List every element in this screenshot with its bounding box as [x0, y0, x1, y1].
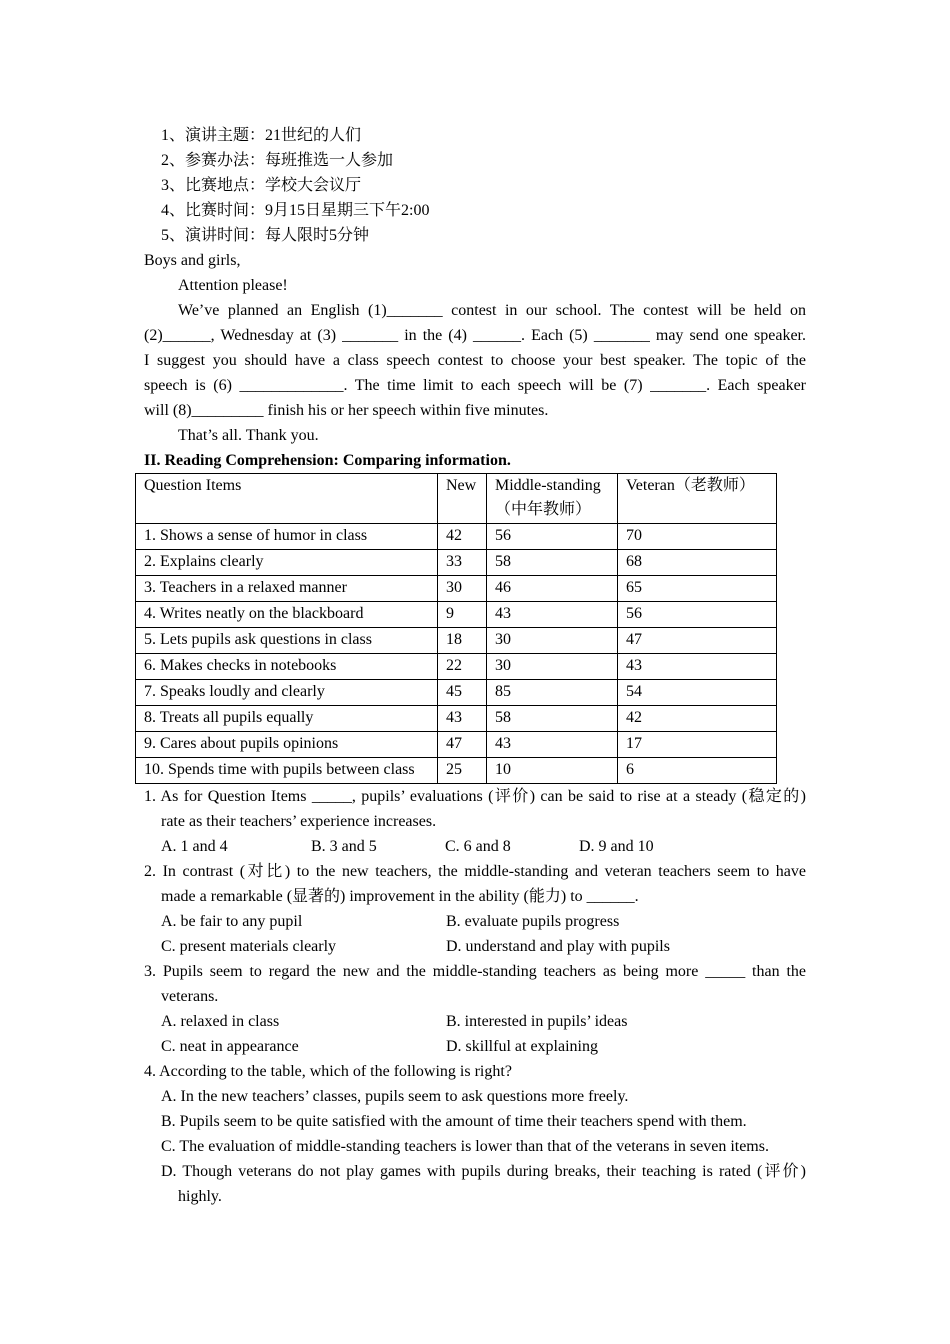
cell-item: 4. Writes neatly on the blackboard — [136, 602, 438, 628]
letter-body-line: speech is (6) _____________. The time limit to each speech will be (7) _______. Each speaker — [144, 377, 806, 394]
cell-veteran: 65 — [618, 576, 777, 602]
announcement-letter — [144, 248, 806, 448]
cell-middle: 46 — [487, 576, 618, 602]
header-question-items: Question Items — [136, 474, 438, 524]
cell-middle: 85 — [487, 680, 618, 706]
option-c: C. present materials clearly — [161, 938, 337, 955]
table-row — [136, 758, 777, 784]
question-4 — [144, 1059, 806, 1209]
table-row — [136, 524, 777, 550]
question-stem: 4. According to the table, which of the following is right? — [144, 1063, 512, 1080]
option-b: B. evaluate pupils progress — [446, 913, 620, 930]
header-veteran: Veteran（老教师） — [618, 474, 777, 524]
answer-options — [144, 934, 806, 959]
cell-veteran: 68 — [618, 550, 777, 576]
notice-item: 4、比赛时间：9月15日星期三下午2:00 — [161, 202, 430, 219]
answer-options — [144, 1009, 806, 1034]
cell-item: 2. Explains clearly — [136, 550, 438, 576]
cell-middle: 56 — [487, 524, 618, 550]
header-middle-standing-en: Middle-standing — [495, 477, 601, 494]
answer-options — [144, 909, 806, 934]
question-stem-cont: made a remarkable (显著的) improvement in the ability (能力) to ______. — [161, 888, 639, 905]
cell-new: 43 — [438, 706, 487, 732]
option-c: C. The evaluation of middle-standing teachers is lower than that of the veterans in seven items. — [161, 1138, 769, 1155]
cell-middle: 43 — [487, 602, 618, 628]
cell-item: 5. Lets pupils ask questions in class — [136, 628, 438, 654]
cell-veteran: 54 — [618, 680, 777, 706]
cell-middle: 30 — [487, 628, 618, 654]
question-stem: 3. Pupils seem to regard the new and the middle-standing teachers as being more _____ than the — [144, 963, 806, 980]
letter-attention: Attention please! — [178, 277, 288, 294]
table-row — [136, 680, 777, 706]
section-title: II. Reading Comprehension: Comparing information. — [144, 452, 511, 469]
option-a: A. 1 and 4 — [161, 838, 228, 855]
cell-new: 22 — [438, 654, 487, 680]
letter-body-line: We’ve planned an English (1)_______ contest in our school. The contest will be held on — [178, 302, 806, 319]
cell-item: 10. Spends time with pupils between class — [136, 758, 438, 784]
question-stem: 2. In contrast (对比) to the new teachers, the middle-standing and veteran teachers seem to have — [144, 863, 806, 880]
cell-veteran: 6 — [618, 758, 777, 784]
comparison-table — [135, 473, 777, 784]
letter-closing: That’s all. Thank you. — [178, 427, 319, 444]
table-row — [136, 602, 777, 628]
contest-notice — [144, 123, 806, 248]
cell-item: 8. Treats all pupils equally — [136, 706, 438, 732]
option-d-cont: highly. — [178, 1188, 222, 1205]
option-c: C. neat in appearance — [161, 1038, 299, 1055]
question-3 — [144, 959, 806, 1059]
document-page — [144, 123, 806, 1209]
cell-middle: 10 — [487, 758, 618, 784]
option-b: B. Pupils seem to be quite satisfied with the amount of time their teachers spend with them. — [161, 1113, 747, 1130]
answer-options — [144, 1034, 806, 1059]
option-a: A. relaxed in class — [161, 1013, 280, 1030]
cell-middle: 58 — [487, 706, 618, 732]
letter-body-line: (2)______, Wednesday at (3) _______ in the (4) ______. Each (5) _______ may send one speaker. — [144, 327, 806, 344]
question-1 — [144, 784, 806, 859]
cell-item: 9. Cares about pupils opinions — [136, 732, 438, 758]
letter-greeting: Boys and girls, — [144, 252, 241, 269]
cell-new: 18 — [438, 628, 487, 654]
cell-new: 45 — [438, 680, 487, 706]
header-middle-standing-cn: （中年教师） — [495, 501, 592, 518]
cell-middle: 58 — [487, 550, 618, 576]
option-b: B. 3 and 5 — [311, 838, 377, 855]
option-a: A. be fair to any pupil — [161, 913, 303, 930]
table-row — [136, 550, 777, 576]
notice-item: 3、比赛地点：学校大会议厅 — [161, 177, 362, 194]
cell-new: 9 — [438, 602, 487, 628]
option-d: D. Though veterans do not play games with pupils during breaks, their teaching is rated (评价) — [161, 1163, 806, 1180]
option-c: C. 6 and 8 — [445, 838, 511, 855]
cell-item: 6. Makes checks in notebooks — [136, 654, 438, 680]
cell-veteran: 70 — [618, 524, 777, 550]
cell-item: 7. Speaks loudly and clearly — [136, 680, 438, 706]
answer-options — [144, 834, 806, 859]
letter-body-line: will (8)_________ finish his or her speech within five minutes. — [144, 402, 549, 419]
table-row — [136, 706, 777, 732]
option-d: D. skillful at explaining — [446, 1038, 598, 1055]
question-2 — [144, 859, 806, 959]
cell-new: 47 — [438, 732, 487, 758]
question-stem: 1. As for Question Items _____, pupils’ evaluations (评价) can be said to rise at a steady (稳定的) — [144, 788, 806, 805]
option-b: B. interested in pupils’ ideas — [446, 1013, 628, 1030]
notice-item: 1、演讲主题：21世纪的人们 — [161, 127, 362, 144]
notice-item: 2、参赛办法：每班推选一人参加 — [161, 152, 394, 169]
cell-veteran: 47 — [618, 628, 777, 654]
table-row — [136, 654, 777, 680]
option-d: D. understand and play with pupils — [446, 938, 670, 955]
header-new: New — [438, 474, 487, 524]
cell-new: 25 — [438, 758, 487, 784]
cell-new: 42 — [438, 524, 487, 550]
header-middle-standing — [487, 474, 618, 524]
table-header-row — [136, 474, 777, 524]
option-d: D. 9 and 10 — [579, 838, 654, 855]
option-a: A. In the new teachers’ classes, pupils seem to ask questions more freely. — [161, 1088, 629, 1105]
cell-middle: 30 — [487, 654, 618, 680]
table-row — [136, 732, 777, 758]
question-stem-cont: rate as their teachers’ experience increases. — [161, 813, 437, 830]
cell-veteran: 42 — [618, 706, 777, 732]
letter-body-line: I suggest you should have a class speech contest to choose your best speaker. The topic of the — [144, 352, 806, 369]
cell-veteran: 56 — [618, 602, 777, 628]
cell-veteran: 17 — [618, 732, 777, 758]
cell-item: 3. Teachers in a relaxed manner — [136, 576, 438, 602]
cell-new: 30 — [438, 576, 487, 602]
cell-item: 1. Shows a sense of humor in class — [136, 524, 438, 550]
cell-new: 33 — [438, 550, 487, 576]
question-stem-cont: veterans. — [161, 988, 219, 1005]
cell-middle: 43 — [487, 732, 618, 758]
table-row — [136, 628, 777, 654]
cell-veteran: 43 — [618, 654, 777, 680]
notice-item: 5、演讲时间：每人限时5分钟 — [161, 227, 370, 244]
table-row — [136, 576, 777, 602]
